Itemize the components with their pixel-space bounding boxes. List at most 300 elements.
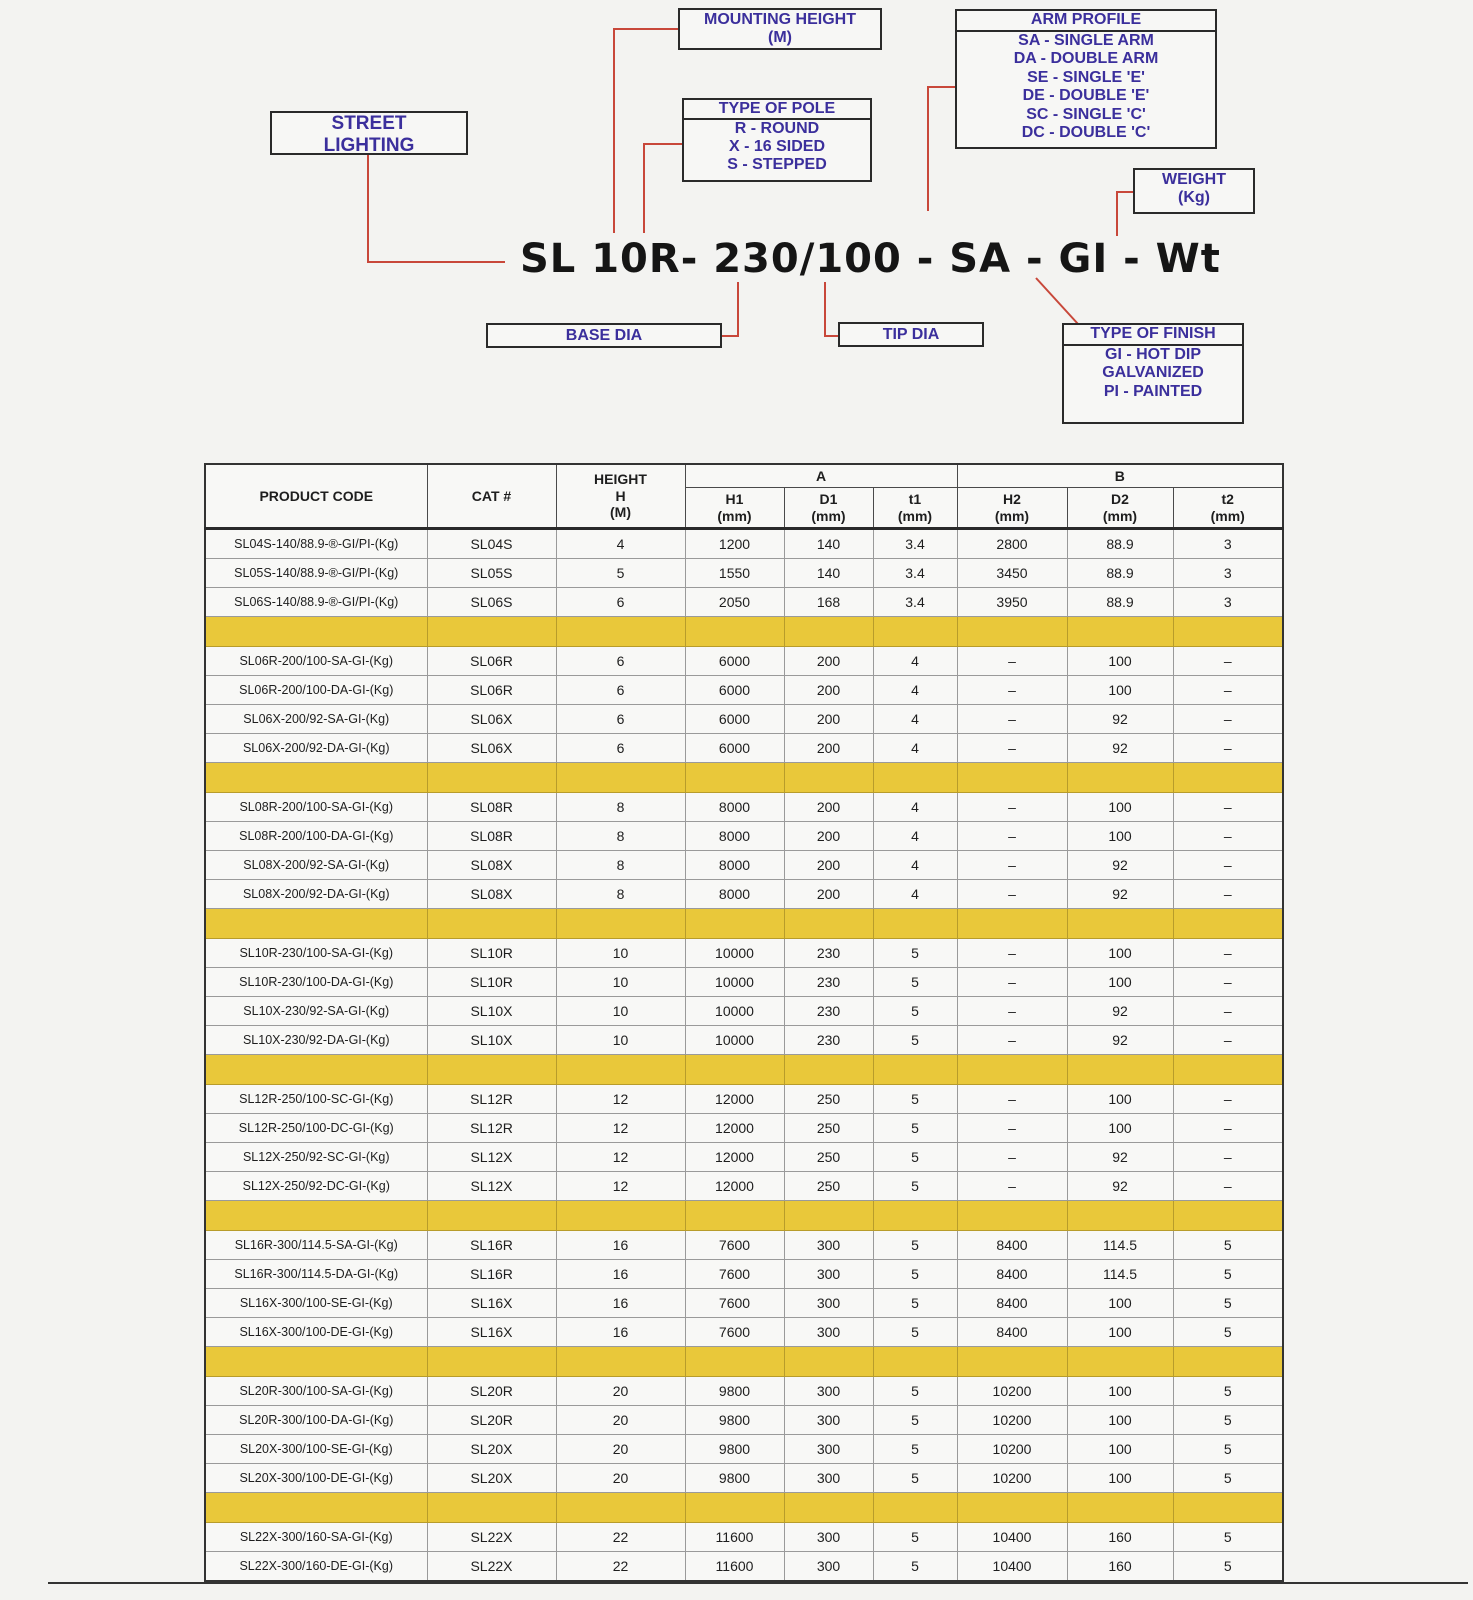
col-height-line3: (M) bbox=[610, 504, 631, 521]
separator-cell bbox=[556, 1201, 685, 1231]
separator-cell bbox=[556, 763, 685, 793]
cell-d2: 92 bbox=[1067, 1172, 1173, 1201]
type-of-pole-title: TYPE OF POLE bbox=[684, 100, 870, 120]
table-row bbox=[205, 676, 1283, 705]
cell-d2: 160 bbox=[1067, 1523, 1173, 1552]
leader-lines bbox=[0, 0, 1473, 450]
separator-cell bbox=[1067, 617, 1173, 647]
cell-product-code: SL10X-230/92-DA-GI-(Kg) bbox=[205, 1026, 427, 1055]
col-t1 bbox=[873, 488, 957, 529]
cell-h1: 11600 bbox=[685, 1523, 784, 1552]
separator-cell bbox=[873, 1201, 957, 1231]
separator-cell bbox=[1067, 909, 1173, 939]
cell-t1: 4 bbox=[873, 851, 957, 880]
cell-h2: 3450 bbox=[957, 559, 1067, 588]
separator-cell bbox=[873, 617, 957, 647]
cell-t1: 5 bbox=[873, 1552, 957, 1582]
cell-height: 12 bbox=[556, 1143, 685, 1172]
separator-cell bbox=[205, 1493, 427, 1523]
cell-cat: SL06R bbox=[427, 676, 556, 705]
cell-t2: – bbox=[1173, 1143, 1283, 1172]
cell-t2: 5 bbox=[1173, 1406, 1283, 1435]
cell-h2: – bbox=[957, 1026, 1067, 1055]
cell-d1: 300 bbox=[784, 1552, 873, 1582]
weight-label: WEIGHT bbox=[1162, 171, 1226, 188]
cell-d1: 300 bbox=[784, 1260, 873, 1289]
cell-product-code: SL20R-300/100-SA-GI-(Kg) bbox=[205, 1377, 427, 1406]
col-d1 bbox=[784, 488, 873, 529]
cell-d2: 88.9 bbox=[1067, 559, 1173, 588]
cell-t1: 4 bbox=[873, 880, 957, 909]
arm-profile-title: ARM PROFILE bbox=[957, 11, 1215, 32]
col-product-code: PRODUCT CODE bbox=[205, 464, 427, 529]
cell-h1: 6000 bbox=[685, 647, 784, 676]
cell-product-code: SL16R-300/114.5-SA-GI-(Kg) bbox=[205, 1231, 427, 1260]
separator-cell bbox=[685, 1493, 784, 1523]
cell-d2: 100 bbox=[1067, 822, 1173, 851]
cell-height: 8 bbox=[556, 851, 685, 880]
separator-cell bbox=[957, 1493, 1067, 1523]
cell-d1: 300 bbox=[784, 1464, 873, 1493]
cell-h2: – bbox=[957, 676, 1067, 705]
cell-d2: 100 bbox=[1067, 1377, 1173, 1406]
cell-product-code: SL06R-200/100-DA-GI-(Kg) bbox=[205, 676, 427, 705]
cell-cat: SL22X bbox=[427, 1523, 556, 1552]
cell-height: 12 bbox=[556, 1172, 685, 1201]
separator-cell bbox=[1173, 617, 1283, 647]
cell-t1: 5 bbox=[873, 1406, 957, 1435]
group-separator bbox=[205, 1055, 1283, 1085]
cell-h2: 10200 bbox=[957, 1435, 1067, 1464]
separator-cell bbox=[205, 1201, 427, 1231]
separator-cell bbox=[427, 763, 556, 793]
cell-cat: SL10R bbox=[427, 968, 556, 997]
cell-height: 16 bbox=[556, 1318, 685, 1347]
finish-gi-hot-dip: GI - HOT DIP bbox=[1105, 345, 1201, 363]
col-h1-unit: (mm) bbox=[717, 507, 752, 524]
cell-height: 6 bbox=[556, 588, 685, 617]
cell-product-code: SL16X-300/100-SE-GI-(Kg) bbox=[205, 1289, 427, 1318]
table-body bbox=[205, 529, 1283, 1582]
separator-cell bbox=[784, 617, 873, 647]
cell-t2: – bbox=[1173, 997, 1283, 1026]
cell-h1: 10000 bbox=[685, 968, 784, 997]
cell-d1: 140 bbox=[784, 559, 873, 588]
cell-h2: – bbox=[957, 734, 1067, 763]
cell-t1: 5 bbox=[873, 1026, 957, 1055]
cell-t1: 4 bbox=[873, 647, 957, 676]
table-row bbox=[205, 1552, 1283, 1582]
cell-d2: 88.9 bbox=[1067, 588, 1173, 617]
cell-d2: 100 bbox=[1067, 1289, 1173, 1318]
arm-profile-sa: SA - SINGLE ARM bbox=[1018, 31, 1154, 49]
cell-cat: SL10R bbox=[427, 939, 556, 968]
separator-cell bbox=[685, 1055, 784, 1085]
cell-d1: 200 bbox=[784, 880, 873, 909]
cell-d1: 230 bbox=[784, 968, 873, 997]
cell-h1: 9800 bbox=[685, 1464, 784, 1493]
table-row bbox=[205, 705, 1283, 734]
group-separator bbox=[205, 617, 1283, 647]
table-row bbox=[205, 1143, 1283, 1172]
col-height-line1: HEIGHT bbox=[594, 470, 647, 487]
weight-box bbox=[1133, 168, 1255, 214]
col-h1-label: H1 bbox=[725, 490, 744, 507]
cell-h1: 6000 bbox=[685, 734, 784, 763]
cell-d1: 250 bbox=[784, 1085, 873, 1114]
finish-pi-painted: PI - PAINTED bbox=[1103, 382, 1203, 400]
table-row bbox=[205, 1318, 1283, 1347]
table-row bbox=[205, 1523, 1283, 1552]
separator-cell bbox=[873, 909, 957, 939]
cell-cat: SL20R bbox=[427, 1406, 556, 1435]
cell-d1: 300 bbox=[784, 1435, 873, 1464]
cell-h1: 12000 bbox=[685, 1143, 784, 1172]
separator-cell bbox=[873, 1493, 957, 1523]
cell-t2: – bbox=[1173, 1085, 1283, 1114]
cell-d2: 160 bbox=[1067, 1552, 1173, 1582]
cell-h1: 7600 bbox=[685, 1260, 784, 1289]
separator-cell bbox=[427, 617, 556, 647]
cell-d2: 100 bbox=[1067, 1435, 1173, 1464]
leader-street-lighting bbox=[368, 155, 505, 262]
cell-height: 16 bbox=[556, 1289, 685, 1318]
table-row bbox=[205, 559, 1283, 588]
cell-h2: 10200 bbox=[957, 1377, 1067, 1406]
table-row bbox=[205, 968, 1283, 997]
cell-cat: SL10X bbox=[427, 1026, 556, 1055]
arm-profile-dc: DC - DOUBLE 'C' bbox=[1021, 124, 1151, 142]
cell-height: 4 bbox=[556, 529, 685, 559]
col-height bbox=[556, 464, 685, 529]
cell-d1: 200 bbox=[784, 851, 873, 880]
col-cat: CAT # bbox=[427, 464, 556, 529]
cell-cat: SL08X bbox=[427, 851, 556, 880]
table-row bbox=[205, 734, 1283, 763]
cell-h1: 11600 bbox=[685, 1552, 784, 1582]
table-row bbox=[205, 997, 1283, 1026]
separator-cell bbox=[427, 1055, 556, 1085]
cell-d1: 300 bbox=[784, 1231, 873, 1260]
cell-d2: 100 bbox=[1067, 939, 1173, 968]
cell-height: 10 bbox=[556, 968, 685, 997]
separator-cell bbox=[1067, 763, 1173, 793]
separator-cell bbox=[205, 1347, 427, 1377]
cell-height: 20 bbox=[556, 1377, 685, 1406]
cell-t2: – bbox=[1173, 880, 1283, 909]
arm-profile-de: DE - DOUBLE 'E' bbox=[1022, 87, 1150, 105]
leader-weight bbox=[1117, 192, 1133, 236]
table-row bbox=[205, 1172, 1283, 1201]
cell-h1: 8000 bbox=[685, 851, 784, 880]
cell-product-code: SL08X-200/92-DA-GI-(Kg) bbox=[205, 880, 427, 909]
cell-h2: – bbox=[957, 997, 1067, 1026]
cell-product-code: SL10R-230/100-DA-GI-(Kg) bbox=[205, 968, 427, 997]
separator-cell bbox=[1173, 763, 1283, 793]
separator-cell bbox=[957, 1055, 1067, 1085]
cell-h1: 1550 bbox=[685, 559, 784, 588]
cell-d1: 200 bbox=[784, 822, 873, 851]
table-row bbox=[205, 1464, 1283, 1493]
arm-profile-da: DA - DOUBLE ARM bbox=[1013, 50, 1159, 68]
cell-h2: – bbox=[957, 1114, 1067, 1143]
cell-t1: 5 bbox=[873, 1377, 957, 1406]
cell-product-code: SL06R-200/100-SA-GI-(Kg) bbox=[205, 647, 427, 676]
cell-t1: 5 bbox=[873, 968, 957, 997]
cell-t1: 5 bbox=[873, 1231, 957, 1260]
cell-product-code: SL20X-300/100-SE-GI-(Kg) bbox=[205, 1435, 427, 1464]
cell-t2: 3 bbox=[1173, 529, 1283, 559]
cell-t1: 3.4 bbox=[873, 529, 957, 559]
separator-cell bbox=[784, 763, 873, 793]
street-lighting-line1: STREET bbox=[331, 113, 407, 134]
cell-cat: SL08R bbox=[427, 793, 556, 822]
cell-height: 10 bbox=[556, 1026, 685, 1055]
cell-h1: 9800 bbox=[685, 1406, 784, 1435]
group-separator bbox=[205, 909, 1283, 939]
cell-cat: SL16R bbox=[427, 1260, 556, 1289]
cell-product-code: SL04S-140/88.9-®-GI/PI-(Kg) bbox=[205, 529, 427, 559]
separator-cell bbox=[873, 1055, 957, 1085]
cell-d1: 140 bbox=[784, 529, 873, 559]
table-row bbox=[205, 822, 1283, 851]
cell-h2: 8400 bbox=[957, 1231, 1067, 1260]
bottom-rule bbox=[48, 1582, 1468, 1584]
separator-cell bbox=[873, 1347, 957, 1377]
cell-cat: SL16R bbox=[427, 1231, 556, 1260]
group-separator bbox=[205, 1201, 1283, 1231]
leader-finish bbox=[1036, 278, 1078, 324]
cell-h2: 2800 bbox=[957, 529, 1067, 559]
col-t2 bbox=[1173, 488, 1283, 529]
cell-d1: 200 bbox=[784, 793, 873, 822]
table-row bbox=[205, 1377, 1283, 1406]
cell-t2: – bbox=[1173, 939, 1283, 968]
group-a-header: A bbox=[685, 464, 957, 488]
cell-h1: 10000 bbox=[685, 1026, 784, 1055]
cell-d2: 100 bbox=[1067, 1085, 1173, 1114]
cell-d1: 300 bbox=[784, 1318, 873, 1347]
col-height-line2: H bbox=[615, 487, 626, 504]
col-t2-label: t2 bbox=[1221, 490, 1234, 507]
cell-product-code: SL10X-230/92-SA-GI-(Kg) bbox=[205, 997, 427, 1026]
cell-cat: SL06S bbox=[427, 588, 556, 617]
group-b-header: B bbox=[957, 464, 1283, 488]
cell-t1: 5 bbox=[873, 997, 957, 1026]
cell-product-code: SL08R-200/100-DA-GI-(Kg) bbox=[205, 822, 427, 851]
separator-cell bbox=[427, 909, 556, 939]
cell-t2: 5 bbox=[1173, 1289, 1283, 1318]
separator-cell bbox=[784, 1347, 873, 1377]
weight-unit: (Kg) bbox=[1178, 188, 1210, 206]
separator-cell bbox=[873, 763, 957, 793]
arm-profile-sc: SC - SINGLE 'C' bbox=[1026, 105, 1146, 123]
cell-product-code: SL08R-200/100-SA-GI-(Kg) bbox=[205, 793, 427, 822]
cell-t2: – bbox=[1173, 647, 1283, 676]
cell-h2: – bbox=[957, 968, 1067, 997]
cell-t2: – bbox=[1173, 1026, 1283, 1055]
separator-cell bbox=[685, 909, 784, 939]
cell-t1: 4 bbox=[873, 793, 957, 822]
separator-cell bbox=[1173, 1347, 1283, 1377]
cell-d2: 92 bbox=[1067, 851, 1173, 880]
separator-cell bbox=[556, 1055, 685, 1085]
cell-h2: – bbox=[957, 1143, 1067, 1172]
mounting-height-box bbox=[678, 8, 882, 50]
cell-t2: 5 bbox=[1173, 1231, 1283, 1260]
separator-cell bbox=[205, 909, 427, 939]
col-d1-label: D1 bbox=[819, 490, 838, 507]
cell-h1: 12000 bbox=[685, 1085, 784, 1114]
separator-cell bbox=[1173, 1493, 1283, 1523]
separator-cell bbox=[556, 1493, 685, 1523]
cell-d2: 100 bbox=[1067, 1318, 1173, 1347]
cell-d1: 168 bbox=[784, 588, 873, 617]
cell-h2: 10400 bbox=[957, 1552, 1067, 1582]
cell-d1: 250 bbox=[784, 1143, 873, 1172]
cell-d1: 200 bbox=[784, 734, 873, 763]
cell-d2: 114.5 bbox=[1067, 1231, 1173, 1260]
cell-t2: 5 bbox=[1173, 1464, 1283, 1493]
cell-product-code: SL10R-230/100-SA-GI-(Kg) bbox=[205, 939, 427, 968]
col-h1 bbox=[685, 488, 784, 529]
cell-h1: 7600 bbox=[685, 1289, 784, 1318]
tip-dia-label: TIP DIA bbox=[882, 326, 940, 343]
separator-cell bbox=[784, 1201, 873, 1231]
cell-h1: 9800 bbox=[685, 1377, 784, 1406]
table-row bbox=[205, 793, 1283, 822]
cell-cat: SL05S bbox=[427, 559, 556, 588]
cell-height: 12 bbox=[556, 1114, 685, 1143]
group-separator bbox=[205, 763, 1283, 793]
pole-spec-table bbox=[204, 463, 1284, 1582]
cell-height: 22 bbox=[556, 1552, 685, 1582]
cell-h2: 10400 bbox=[957, 1523, 1067, 1552]
cell-product-code: SL20X-300/100-DE-GI-(Kg) bbox=[205, 1464, 427, 1493]
cell-height: 8 bbox=[556, 793, 685, 822]
table-row bbox=[205, 1026, 1283, 1055]
cell-d2: 100 bbox=[1067, 1114, 1173, 1143]
cell-cat: SL08R bbox=[427, 822, 556, 851]
cell-t1: 4 bbox=[873, 734, 957, 763]
cell-t2: 5 bbox=[1173, 1523, 1283, 1552]
cell-h2: – bbox=[957, 939, 1067, 968]
table-row bbox=[205, 1406, 1283, 1435]
cell-t2: – bbox=[1173, 851, 1283, 880]
table-row bbox=[205, 851, 1283, 880]
cell-height: 20 bbox=[556, 1406, 685, 1435]
cell-h2: – bbox=[957, 793, 1067, 822]
table-row bbox=[205, 880, 1283, 909]
separator-cell bbox=[1067, 1493, 1173, 1523]
group-separator bbox=[205, 1493, 1283, 1523]
separator-cell bbox=[957, 1347, 1067, 1377]
cell-d1: 300 bbox=[784, 1523, 873, 1552]
cell-product-code: SL12R-250/100-DC-GI-(Kg) bbox=[205, 1114, 427, 1143]
cell-d2: 114.5 bbox=[1067, 1260, 1173, 1289]
separator-cell bbox=[556, 1347, 685, 1377]
cell-d1: 200 bbox=[784, 705, 873, 734]
cell-d2: 92 bbox=[1067, 705, 1173, 734]
separator-cell bbox=[1173, 909, 1283, 939]
cell-h2: 10200 bbox=[957, 1464, 1067, 1493]
cell-t1: 5 bbox=[873, 1114, 957, 1143]
cell-height: 6 bbox=[556, 734, 685, 763]
cell-t2: – bbox=[1173, 734, 1283, 763]
leader-tip-dia bbox=[825, 282, 838, 336]
cell-t1: 5 bbox=[873, 1085, 957, 1114]
leader-mounting-height bbox=[614, 29, 678, 233]
cell-cat: SL04S bbox=[427, 529, 556, 559]
cell-h2: 10200 bbox=[957, 1406, 1067, 1435]
cell-t1: 5 bbox=[873, 1435, 957, 1464]
table-row bbox=[205, 1289, 1283, 1318]
separator-cell bbox=[784, 909, 873, 939]
cell-t1: 4 bbox=[873, 705, 957, 734]
cell-d2: 100 bbox=[1067, 676, 1173, 705]
cell-h2: – bbox=[957, 851, 1067, 880]
cell-product-code: SL06X-200/92-DA-GI-(Kg) bbox=[205, 734, 427, 763]
cell-product-code: SL06S-140/88.9-®-GI/PI-(Kg) bbox=[205, 588, 427, 617]
cell-t2: 5 bbox=[1173, 1552, 1283, 1582]
leader-type-of-pole bbox=[644, 144, 682, 233]
separator-cell bbox=[1067, 1201, 1173, 1231]
separator-cell bbox=[556, 617, 685, 647]
base-dia-label: BASE DIA bbox=[565, 327, 643, 344]
cell-cat: SL08X bbox=[427, 880, 556, 909]
cell-t2: 3 bbox=[1173, 559, 1283, 588]
cell-cat: SL16X bbox=[427, 1318, 556, 1347]
cell-h1: 12000 bbox=[685, 1172, 784, 1201]
cell-height: 10 bbox=[556, 939, 685, 968]
separator-cell bbox=[205, 1055, 427, 1085]
pole-type-16-sided: X - 16 SIDED bbox=[728, 137, 826, 155]
cell-h2: 3950 bbox=[957, 588, 1067, 617]
table-row bbox=[205, 1231, 1283, 1260]
cell-h1: 12000 bbox=[685, 1114, 784, 1143]
cell-t1: 3.4 bbox=[873, 588, 957, 617]
cell-d2: 100 bbox=[1067, 1406, 1173, 1435]
cell-t2: – bbox=[1173, 793, 1283, 822]
cell-h1: 8000 bbox=[685, 822, 784, 851]
cell-cat: SL12X bbox=[427, 1172, 556, 1201]
cell-d2: 100 bbox=[1067, 1464, 1173, 1493]
leader-arm-profile bbox=[928, 87, 955, 211]
cell-t2: – bbox=[1173, 1114, 1283, 1143]
cell-t2: 3 bbox=[1173, 588, 1283, 617]
separator-cell bbox=[685, 1201, 784, 1231]
cell-d1: 300 bbox=[784, 1406, 873, 1435]
cell-d2: 92 bbox=[1067, 1143, 1173, 1172]
cell-h2: 8400 bbox=[957, 1260, 1067, 1289]
cell-d2: 92 bbox=[1067, 734, 1173, 763]
cell-d1: 250 bbox=[784, 1114, 873, 1143]
cell-height: 20 bbox=[556, 1464, 685, 1493]
cell-t1: 5 bbox=[873, 1318, 957, 1347]
type-of-finish-box bbox=[1062, 323, 1244, 424]
cell-t2: – bbox=[1173, 676, 1283, 705]
base-dia-box bbox=[486, 323, 722, 348]
cell-t1: 4 bbox=[873, 676, 957, 705]
table-row bbox=[205, 588, 1283, 617]
cell-t1: 5 bbox=[873, 1172, 957, 1201]
cell-cat: SL16X bbox=[427, 1289, 556, 1318]
separator-cell bbox=[427, 1493, 556, 1523]
separator-cell bbox=[1067, 1055, 1173, 1085]
cell-product-code: SL22X-300/160-SA-GI-(Kg) bbox=[205, 1523, 427, 1552]
cell-product-code: SL16R-300/114.5-DA-GI-(Kg) bbox=[205, 1260, 427, 1289]
cell-d1: 200 bbox=[784, 676, 873, 705]
